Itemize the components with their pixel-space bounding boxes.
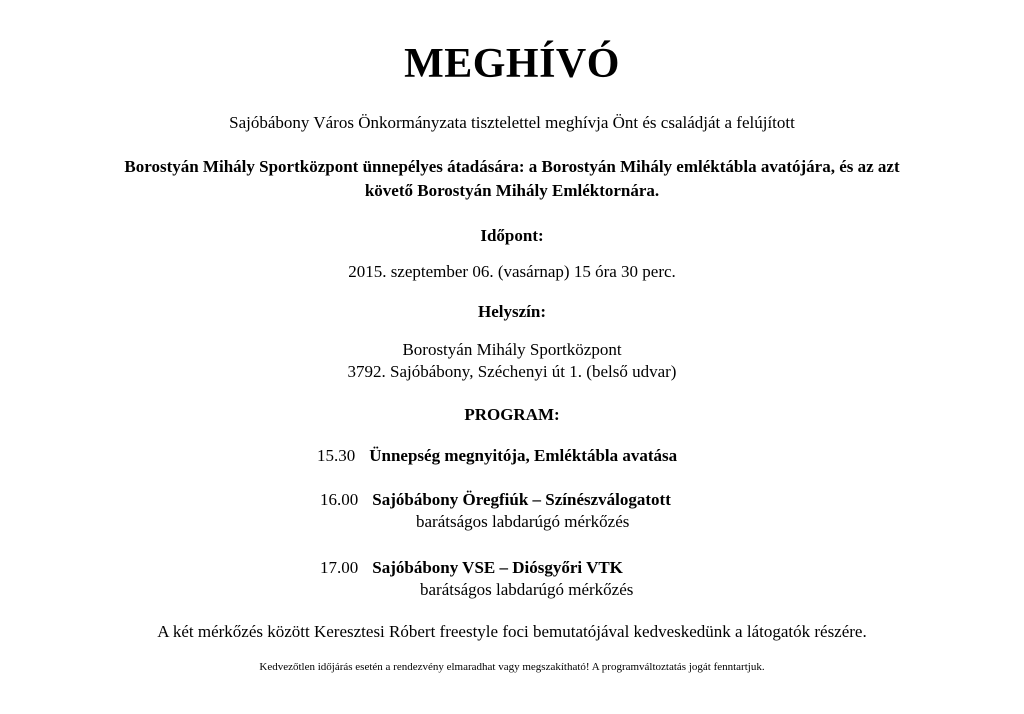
program-time: 17.00	[320, 558, 359, 577]
place-label: Helyszín:	[478, 302, 546, 321]
time-value: 2015. szeptember 06. (vasárnap) 15 óra 30 perc.	[348, 262, 676, 281]
event-headline-line-2: követő Borostyán Mihály Emléktornára.	[364, 181, 660, 200]
intro-text: Sajóbábony Város Önkormányzata tisztelettel meghívja Önt és családját a felújított	[229, 113, 795, 132]
place-name: Borostyán Mihály Sportközpont	[402, 340, 622, 359]
program-title: Sajóbábony VSE – Diósgyőri VTK	[372, 558, 623, 577]
time-label: Időpont:	[480, 226, 544, 245]
program-item-2	[320, 490, 671, 510]
program-title: Sajóbábony Öregfiúk – Színészválogatott	[372, 490, 671, 509]
program-subtitle: barátságos labdarúgó mérkőzés	[416, 512, 630, 531]
program-label: PROGRAM:	[464, 405, 560, 424]
place-address: 3792. Sajóbábony, Széchenyi út 1. (belső udvar)	[347, 362, 677, 381]
invitation-title: MEGHÍVÓ	[404, 41, 620, 87]
program-subtitle: barátságos labdarúgó mérkőzés	[420, 580, 634, 599]
program-item-3	[320, 558, 623, 578]
program-item-1	[317, 446, 677, 466]
program-time: 15.30	[317, 446, 356, 465]
event-headline	[0, 155, 1024, 203]
event-headline-line-1: Borostyán Mihály Sportközpont ünnepélyes átadására: a Borostyán Mihály emléktábla avatójára, és az azt	[124, 157, 900, 176]
footnote: Kedvezőtlen időjárás esetén a rendezvény elmaradhat vagy megszakítható! A programváltoztatás jogát fenntartjuk.	[259, 661, 765, 673]
closing-text: A két mérkőzés között Keresztesi Róbert freestyle foci bemutatójával kedveskedünk a látogatók részére.	[157, 622, 867, 641]
program-title: Ünnepség megnyitója, Emléktábla avatása	[369, 446, 678, 465]
program-time: 16.00	[320, 490, 359, 509]
